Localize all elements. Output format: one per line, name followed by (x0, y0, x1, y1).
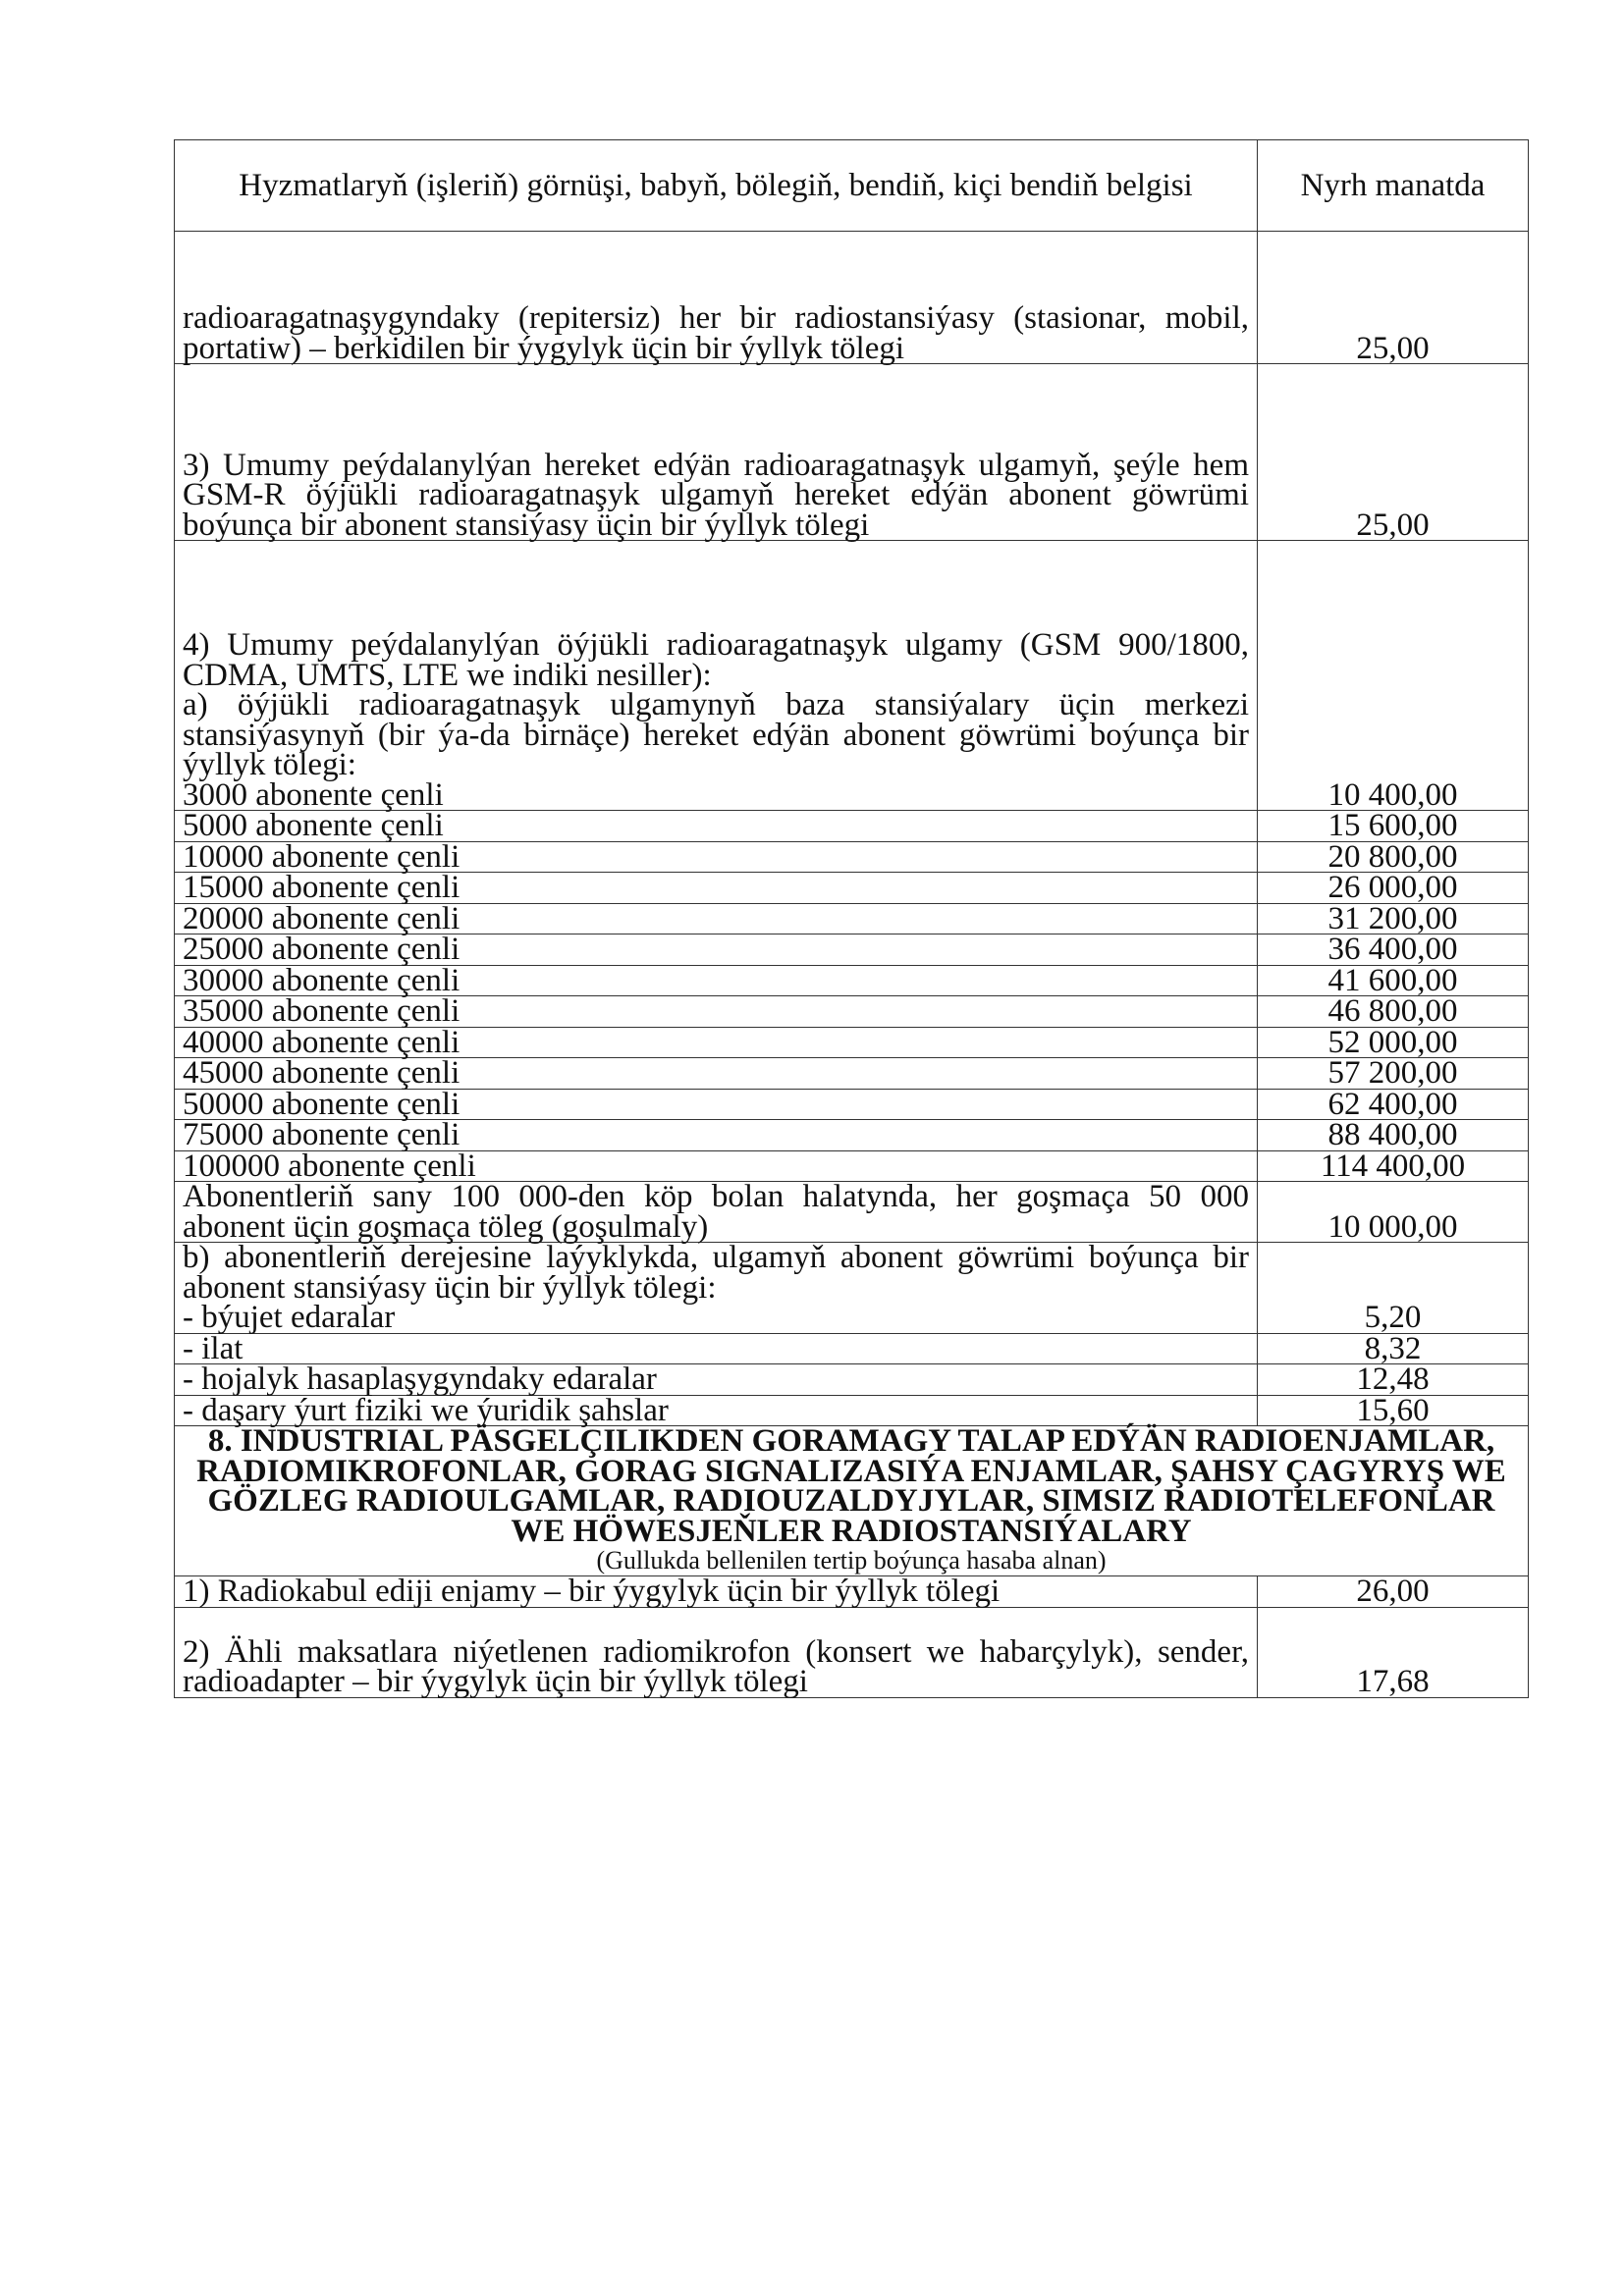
row-price: 15,60 (1258, 1395, 1529, 1426)
row-price: 26,00 (1258, 1576, 1529, 1608)
row-price: 114 400,00 (1258, 1150, 1529, 1182)
row-price: 20 800,00 (1258, 841, 1529, 873)
row-description: 2) Ähli maksatlara niýetlenen radiomikrofon (konsert we habarçylyk), sender, radioadapter – bir ýygylyk üçin bir ýyllyk tölegi (175, 1607, 1258, 1697)
row-price: 12,48 (1258, 1364, 1529, 1396)
row-price: 36 400,00 (1258, 934, 1529, 966)
section-8-title: 8. INDUSTRIAL PÄSGELÇILIKDEN GORAMAGY TALAP EDÝÄN RADIOENJAMLAR, RADIOMIKROFONLAR, GORAG SIGNALIZASIÝA ENJAMLAR, ŞAHSY ÇAGYRYŞ WE GÖZLEG RADIOULGAMLAR, RADIOUZALDYJYLAR, SIMSIZ RADIOTELEFONLAR WE HÖWESJEŇLER RADIOSTANSIÝALARY (196, 1423, 1506, 1549)
row-description-line: - býujet edaralar (183, 1300, 396, 1335)
row-price: 17,68 (1258, 1607, 1529, 1697)
row-description-line: 4) Umumy peýdalanylýan öýjükli radioaragatnaşyk ulgamy (GSM 900/1800, CDMA, UMTS, LTE we indiki nesiller): (183, 627, 1249, 693)
row-price: 62 400,00 (1258, 1089, 1529, 1120)
row-description: 30000 abonente çenli (175, 965, 1258, 996)
section-header-row (175, 1426, 1529, 1576)
table-row (175, 1333, 1529, 1364)
table-row (175, 1089, 1529, 1120)
row-price: 10 000,00 (1258, 1182, 1529, 1243)
row-description: 100000 abonente çenli (175, 1150, 1258, 1182)
table-row (175, 1607, 1529, 1697)
row-description: - ilat (175, 1333, 1258, 1364)
row-price: 88 400,00 (1258, 1120, 1529, 1151)
row-description: 3) Umumy peýdalanylýan hereket edýän radioaragatnaşyk ulgamyň, şeýle hem GSM-R öýjükli radioaragatnaşyk ulgamyň hereket edýän abonent göwrümi boýunça bir abonent stansiýasy üçin bir ýyllyk tölegi (175, 364, 1258, 541)
row-price: 25,00 (1258, 364, 1529, 541)
table-row (175, 1395, 1529, 1426)
section-8-heading (175, 1423, 1529, 1576)
table-row (175, 1027, 1529, 1058)
row-price: 52 000,00 (1258, 1027, 1529, 1058)
row-description-line: b) abonentleriň derejesine laýyklykda, ulgamyň abonent göwrümi boýunça bir abonent stansiýasy üçin bir ýyllyk tölegi: (183, 1240, 1249, 1306)
header-price-column: Nyrh manatda (1258, 140, 1529, 232)
table-row (175, 934, 1529, 966)
row-price: 25,00 (1258, 232, 1529, 364)
row-description: 50000 abonente çenli (175, 1089, 1258, 1120)
row-description: 5000 abonente çenli (175, 811, 1258, 842)
row-price: 10 400,00 (1258, 541, 1529, 811)
row-description-line: a) öýjükli radioaragatnaşyk ulgamynyň baza stansiýalary üçin merkezi stansiýasynyň (bir ýa-da birnäçe) hereket edýän abonent göwrümi boýunça bir ýyllyk tölegi: (183, 687, 1249, 782)
row-price: 8,32 (1258, 1333, 1529, 1364)
row-description: 10000 abonente çenli (175, 841, 1258, 873)
table-row (175, 1576, 1529, 1608)
table-row (175, 1120, 1529, 1151)
tariff-table (174, 139, 1529, 1698)
table-row (175, 541, 1529, 811)
header-service-column: Hyzmatlaryň (işleriň) görnüşi, babyň, bölegiň, bendiň, kiçi bendiň belgisi (175, 140, 1258, 232)
row-price: 5,20 (1258, 1243, 1529, 1334)
row-price: 31 200,00 (1258, 903, 1529, 934)
row-price: 15 600,00 (1258, 811, 1529, 842)
row-description: 25000 abonente çenli (175, 934, 1258, 966)
row-description (175, 541, 1258, 811)
row-description: radioaragatnaşygyndaky (repitersiz) her bir radiostansiýasy (stasionar, mobil, portatiw) – berkidilen bir ýygylyk üçin bir ýyllyk tölegi (175, 232, 1258, 364)
row-price: 46 800,00 (1258, 996, 1529, 1028)
table-row (175, 1364, 1529, 1396)
row-description: 15000 abonente çenli (175, 873, 1258, 904)
section-8-note: (Gullukda bellenilen tertip boýunça hasaba alnan) (596, 1546, 1107, 1575)
row-description: 75000 abonente çenli (175, 1120, 1258, 1151)
table-row (175, 1058, 1529, 1090)
row-description-line: 3000 abonente çenli (183, 776, 444, 813)
table-row (175, 811, 1529, 842)
table-row (175, 1182, 1529, 1243)
table-row (175, 996, 1529, 1028)
row-description: 35000 abonente çenli (175, 996, 1258, 1028)
row-description: Abonentleriň sany 100 000-den köp bolan halatynda, her goşmaça 50 000 abonent üçin goşmaça töleg (goşulmaly) (175, 1182, 1258, 1243)
table-row (175, 841, 1529, 873)
table-header-row (175, 140, 1529, 232)
table-row (175, 364, 1529, 541)
table-row (175, 903, 1529, 934)
table-row (175, 232, 1529, 364)
row-description: 20000 abonente çenli (175, 903, 1258, 934)
table-row (175, 1243, 1529, 1334)
row-price: 26 000,00 (1258, 873, 1529, 904)
row-price: 57 200,00 (1258, 1058, 1529, 1090)
row-description (175, 1240, 1258, 1335)
row-description: 45000 abonente çenli (175, 1058, 1258, 1090)
row-description: - daşary ýurt fiziki we ýuridik şahslar (175, 1395, 1258, 1426)
table-row (175, 873, 1529, 904)
row-price: 41 600,00 (1258, 965, 1529, 996)
row-description: 40000 abonente çenli (175, 1027, 1258, 1058)
table-row (175, 1150, 1529, 1182)
row-description: - hojalyk hasaplaşygyndaky edaralar (175, 1364, 1258, 1396)
row-description: 1) Radiokabul ediji enjamy – bir ýygylyk üçin bir ýyllyk tölegi (175, 1576, 1258, 1608)
table-row (175, 965, 1529, 996)
